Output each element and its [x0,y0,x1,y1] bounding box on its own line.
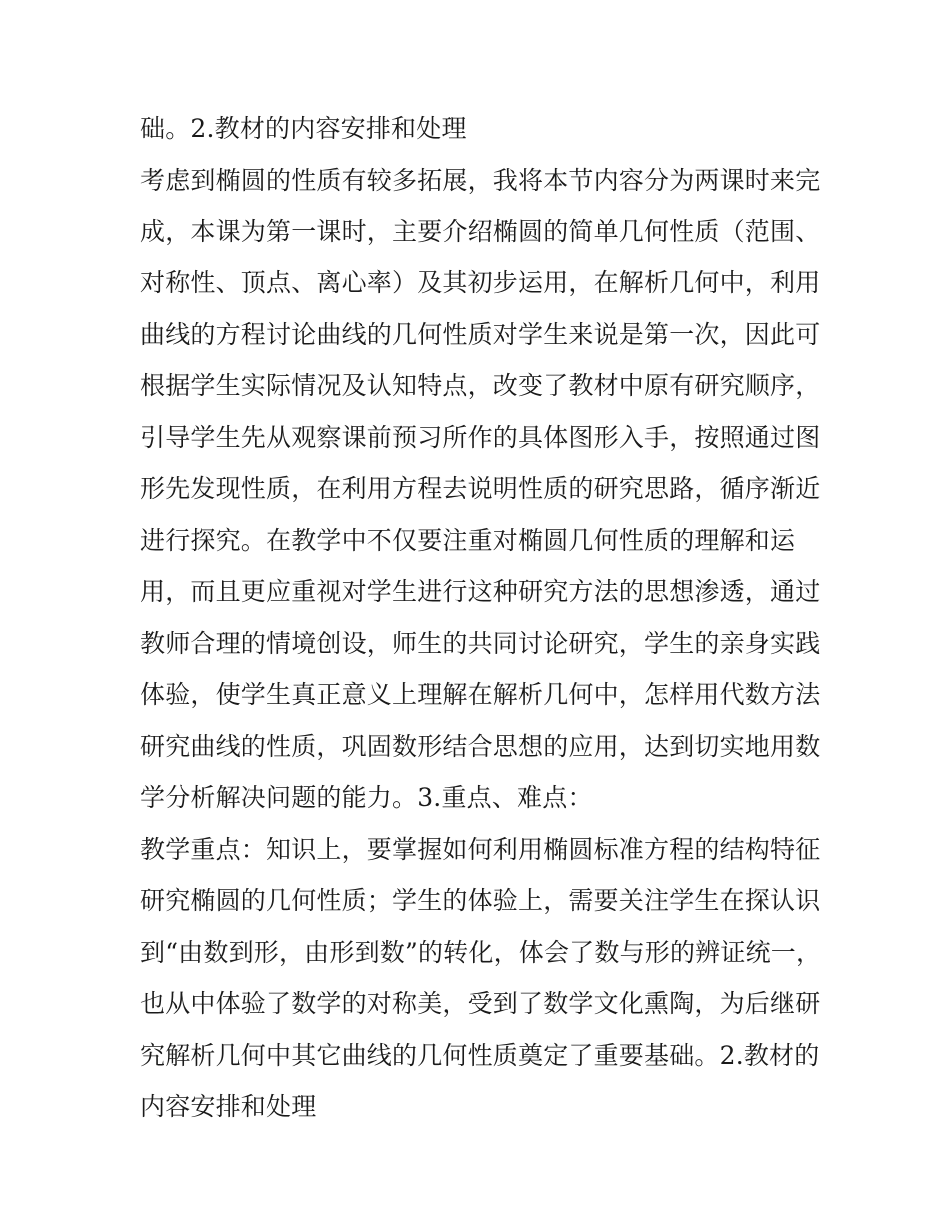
text-line: 进行探究。在教学中不仅要注重对椭圆几何性质的理解和运 [140,526,796,555]
text-line: 体验，使学生真正意义上理解在解析几何中，怎样用代数方法 [140,680,821,709]
text-line: 形先发现性质，在利用方程去说明性质的研究思路，循序渐近 [140,474,821,503]
text-line: 研究曲线的性质，巩固数形结合思想的应用，达到切实地用数 [140,732,821,761]
text-line: 根据学生实际情况及认知特点，改变了教材中原有研究顺序， [140,371,821,400]
text-line: 究解析几何中其它曲线的几何性质奠定了重要基础。2.教材的 [140,1041,820,1070]
text-line: 内容安排和处理 [140,1092,317,1121]
text-line: 研究椭圆的几何性质；学生的体验上，需要关注学生在探认识 [140,886,821,915]
text-line: 引导学生先从观察课前预习所作的具体图形入手，按照通过图 [140,423,821,452]
text-line: 教师合理的情境创设，师生的共同讨论研究，学生的亲身实践 [140,629,821,658]
text-line: 学分析解决问题的能力。3.重点、难点： [140,783,593,812]
text-line: 也从中体验了数学的对称美，受到了数学文化熏陶，为后继研 [140,989,821,1018]
text-line: 用，而且更应重视对学生进行这种研究方法的思想渗透，通过 [140,577,821,606]
text-line: 考虑到椭圆的性质有较多拓展，我将本节内容分为两课时来完 [140,166,821,195]
text-line: 础。2.教材的内容安排和处理 [140,114,467,143]
text-line: 成，本课为第一课时，主要介绍椭圆的简单几何性质（范围、 [140,217,821,246]
text-line: 到“由数到形，由形到数”的转化，体会了数与形的辨证统一， [140,938,822,967]
text-line: 对称性、顶点、离心率）及其初步运用，在解析几何中，利用 [140,268,821,297]
text-line: 曲线的方程讨论曲线的几何性质对学生来说是第一次，因此可 [140,320,821,349]
text-line: 教学重点：知识上，要掌握如何利用椭圆标准方程的结构特征 [140,835,821,864]
